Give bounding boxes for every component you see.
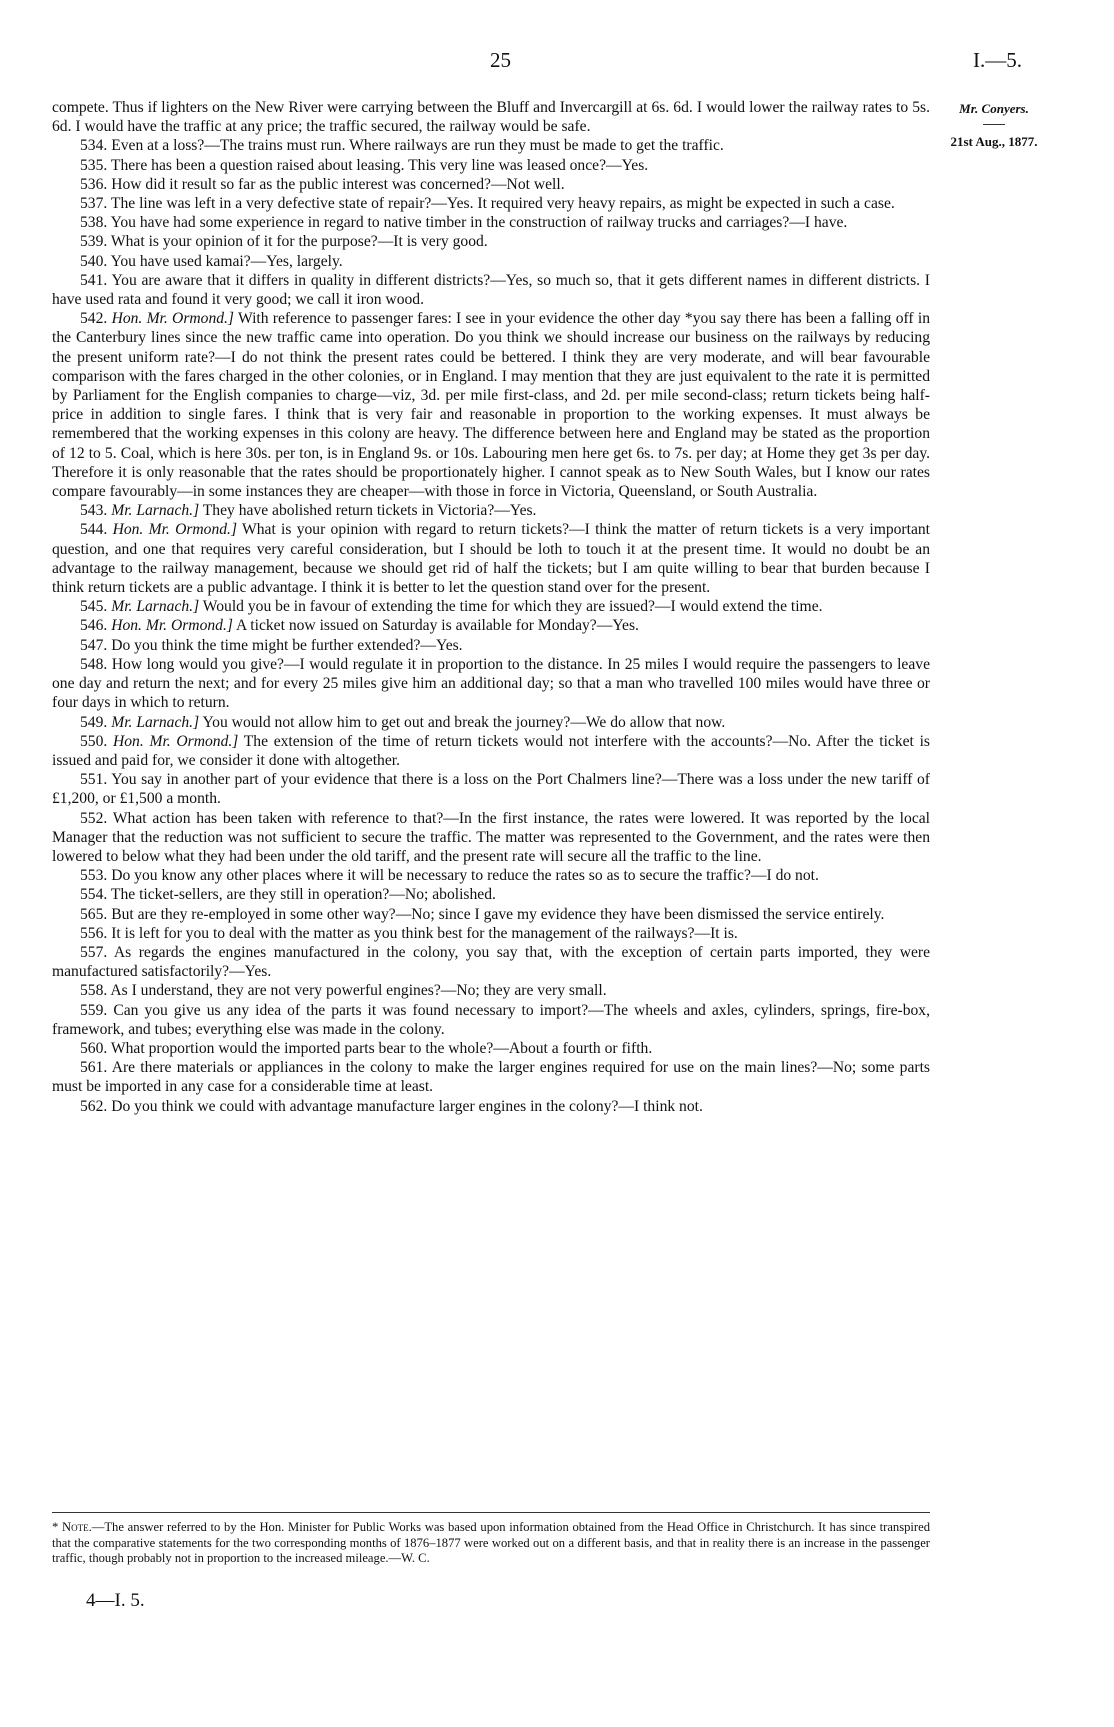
question-number: 547.: [80, 636, 108, 654]
question-text: What is your opinion with regard to return tickets?—I think the matter of return tickets is a very important question, and one that requires very careful consideration, but I should be loth to touch it at the present time. It would no doubt be an advantage to the railway management, because we should get rid of half the tickets; but I am quite willing to bear that burden because I think return tickets are a public advantage. I think it is better to let the question stand over for the present.: [52, 521, 930, 597]
question-paragraph: [52, 866, 930, 885]
question-paragraph: [52, 981, 930, 1000]
sidenote-witness: Mr. Conyers.: [959, 101, 1029, 116]
question-paragraph: [52, 213, 930, 232]
question-paragraph: [52, 175, 930, 194]
question-number: 551.: [80, 771, 108, 789]
question-text: You have had some experience in regard to native timber in the construction of railway trucks and carriages?—I have.: [110, 214, 848, 232]
sidenote-date: 21st Aug., 1877.: [950, 134, 1038, 149]
question-number: 556.: [80, 924, 108, 942]
question-paragraph: [52, 1039, 930, 1058]
question-text: There has been a question raised about leasing. This very line was leased once?—Yes.: [110, 156, 649, 174]
question-number: 544.: [80, 521, 108, 539]
question-text: You have used kamai?—Yes, largely.: [110, 252, 343, 270]
question-paragraph: [52, 885, 930, 904]
question-paragraph: [52, 924, 930, 943]
sidenote: [944, 100, 1044, 151]
question-text: The line was left in a very defective state of repair?—Yes. It required very heavy repairs, as might be expected in such a case.: [110, 195, 895, 213]
question-number: 538.: [80, 214, 108, 232]
question-number: 553.: [80, 867, 108, 885]
question-paragraph: [52, 597, 930, 616]
question-text: You say in another part of your evidence that there is a loss on the Port Chalmers line?—There was a loss under the new tariff of £1,200, or £1,500 a month.: [52, 771, 930, 808]
speaker-name: Hon. Mr. Ormond.]: [113, 732, 239, 750]
question-number: 565.: [80, 905, 108, 923]
question-paragraph: [52, 713, 930, 732]
question-text: It is left for you to deal with the matter as you think best for the management of the railways?—It is.: [111, 924, 738, 942]
question-text: What action has been taken with reference to that?—In the first instance, the rates were lowered. It was reported by the local Manager that the reduction was not sufficient to secure the traffic. The matter was represented to the Government, and the rates were then lowered to below what they had been under the old tariff, and the present rate will secure all the traffic to the line.: [52, 809, 930, 865]
question-paragraph: [52, 1001, 930, 1039]
question-paragraph: [52, 98, 930, 136]
question-paragraph: [52, 770, 930, 808]
question-text: A ticket now issued on Saturday is available for Monday?—Yes.: [235, 617, 639, 635]
question-paragraph: [52, 809, 930, 867]
question-text: As I understand, they are not very powerful engines?—No; they are very small.: [110, 982, 607, 1000]
question-number: 546.: [80, 617, 108, 635]
question-paragraph: [52, 136, 930, 155]
question-paragraph: [52, 232, 930, 251]
question-text: Do you think we could with advantage manufacture larger engines in the colony?—I think not.: [111, 1097, 703, 1115]
question-number: 559.: [80, 1001, 108, 1019]
question-number: 536.: [80, 175, 108, 193]
question-text: How did it result so far as the public interest was concerned?—Not well.: [111, 175, 565, 193]
question-number: 548.: [80, 655, 108, 673]
question-text: The ticket-sellers, are they still in operation?—No; abolished.: [110, 886, 496, 904]
question-paragraph: [52, 271, 930, 309]
question-text: compete. Thus if lighters on the New River were carrying between the Bluff and Invercargill at 6s. 6d. I would lower the railway rates to 5s. 6d. I would have the traffic at any price; the traffic secured, the railway would be safe.: [52, 99, 930, 136]
question-text: Are there materials or appliances in the colony to make the larger engines required for use on the main lines?—No; some parts must be imported in any case for a considerable time at least.: [52, 1059, 930, 1096]
question-number: 539.: [80, 233, 108, 251]
question-number: 561.: [80, 1059, 108, 1077]
question-text: How long would you give?—I would regulate it in proportion to the distance. In 25 miles I would require the passengers to leave one day and return the next; and for every 25 miles give him an additional day; so that a man who travelled 100 miles would have three or four days in which to return.: [52, 655, 930, 712]
footnote-divider: [52, 1512, 930, 1513]
question-text: But are they re-employed in some other way?—No; since I gave my evidence they have been dismissed the service entirely.: [111, 905, 885, 923]
question-number: 540.: [80, 252, 108, 270]
speaker-name: Mr. Larnach.]: [111, 598, 200, 616]
question-paragraph: [52, 501, 930, 520]
question-paragraph: [52, 194, 930, 213]
question-number: 537.: [80, 195, 108, 213]
speaker-name: Mr. Larnach.]: [111, 502, 200, 520]
question-number: 535.: [80, 156, 108, 174]
speaker-name: Mr. Larnach.]: [111, 713, 200, 731]
question-paragraph: [52, 252, 930, 271]
footnote-text: —The answer referred to by the Hon. Minister for Public Works was based upon information obtained from the Head Office in Christchurch. It has since transpired that the comparative statements for the two corresponding months of 1876–1877 were worked out on a different basis, and that in reality there is an increase in the passenger traffic, though probably not in proportion to the increased mileage.—W. C.: [52, 1520, 930, 1565]
question-paragraph: [52, 309, 930, 501]
question-text: They have abolished return tickets in Victoria?—Yes.: [202, 502, 537, 520]
speaker-name: Hon. Mr. Ormond.]: [111, 617, 233, 635]
question-text: Can you give us any idea of the parts it was found necessary to import?—The wheels and axles, cylinders, springs, fire-box, framework, and tubes; everything else was made in the colony.: [52, 1001, 930, 1038]
question-number: 560.: [80, 1039, 108, 1057]
speaker-name: Hon. Mr. Ormond.]: [111, 310, 235, 328]
question-paragraph: [52, 520, 930, 597]
question-number: 550.: [80, 732, 108, 750]
question-paragraph: [52, 1097, 930, 1116]
question-text: Would you be in favour of extending the time for which they are issued?—I would extend the time.: [202, 598, 823, 616]
signature-mark: 4—I. 5.: [86, 1590, 145, 1611]
sidenote-rule: [983, 124, 1005, 125]
question-paragraph: [52, 905, 930, 924]
evidence-body: [52, 98, 930, 1116]
speaker-name: Hon. Mr. Ormond.]: [112, 521, 238, 539]
question-text: What proportion would the imported parts bear to the whole?—About a fourth or fifth.: [110, 1039, 653, 1057]
question-number: 541.: [80, 271, 108, 289]
question-text: Do you know any other places where it will be necessary to reduce the rates so as to secure the traffic?—I do not.: [111, 867, 819, 885]
question-text: With reference to passenger fares: I see in your evidence the other day *you say there has been a falling off in the Canterbury lines since the new traffic came into operation. Do you think we should increase our business on the railways by reducing the present uniform rate?—I do not think the present rates could be bettered. I think they are very moderate, and will bear favourable comparison with the fares charged in the other colonies, or in England. I may mention that they are just equivalent to the rate it is permitted by Parliament for the English companies to charge—viz, 3d. per mile first-class, and 2d. per mile second-class; return tickets being half-price in addition to single fares. I think that is very fair and reasonable in proportion to the working expenses. It must always be remembered that the working expenses in this colony are heavy. The difference between here and England may be stated as the proportion of 12 to 5. Coal, which is here 30s. per ton, is in England 9s. or 10s. Labouring men here get 6s. to 7s. per day; at Home they get 3s per day. Therefore it is only reasonable that the rates should be proportionately higher. I cannot speak as to New South Wales, but I know our rates compare favourably—in some instances they are cheaper—with those in force in Victoria, Queensland, or South Australia.: [52, 310, 931, 501]
question-number: 545.: [80, 598, 108, 616]
question-text: You are aware that it differs in quality in different districts?—Yes, so much so, that it gets different names in different districts. I have used rata and found it very good; we call it iron wood.: [52, 271, 930, 309]
question-paragraph: [52, 1058, 930, 1096]
question-text: What is your opinion of it for the purpose?—It is very good.: [110, 233, 488, 251]
question-number: 543.: [80, 502, 108, 520]
question-text: You would not allow him to get out and break the journey?—We do allow that now.: [202, 713, 726, 731]
question-text: Do you think the time might be further extended?—Yes.: [111, 636, 463, 654]
question-number: 554.: [80, 886, 108, 904]
document-reference: I.—5.: [973, 48, 1022, 72]
question-paragraph: [52, 732, 930, 770]
footnote-label: * Note.: [52, 1520, 92, 1534]
question-paragraph: [52, 616, 930, 635]
question-number: 552.: [80, 809, 108, 827]
question-number: 534.: [80, 137, 108, 155]
question-text: Even at a loss?—The trains must run. Where railways are run they must be made to get the traffic.: [111, 137, 724, 155]
question-text: As regards the engines manufactured in the colony, you say that, with the exception of certain parts imported, they were manufactured satisfactorily?—Yes.: [52, 943, 930, 981]
question-number: 549.: [80, 713, 108, 731]
question-paragraph: [52, 943, 930, 981]
question-text: The extension of the time of return tickets would not interfere with the accounts?—No. After the ticket is issued and paid for, we consider it done with altogether.: [52, 732, 930, 769]
page-number: 25: [490, 48, 511, 72]
question-number: 542.: [80, 310, 108, 328]
footnote: [52, 1520, 930, 1567]
question-number: 562.: [80, 1097, 108, 1115]
question-paragraph: [52, 655, 930, 713]
question-paragraph: [52, 636, 930, 655]
question-number: 557.: [80, 943, 108, 961]
question-number: 558.: [80, 982, 108, 1000]
question-paragraph: [52, 156, 930, 175]
